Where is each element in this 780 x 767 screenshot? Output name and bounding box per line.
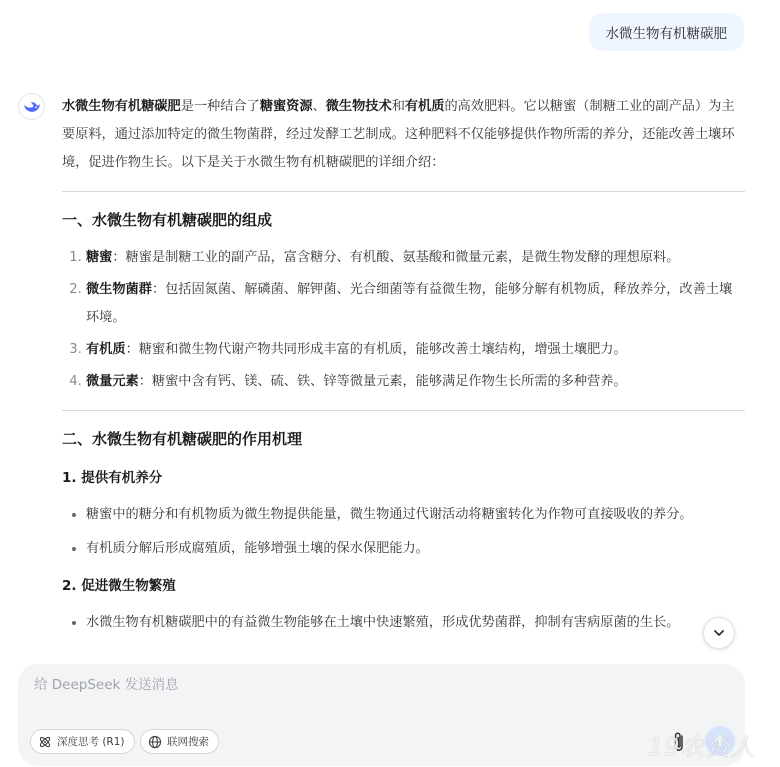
scroll-to-bottom-button[interactable] bbox=[703, 617, 735, 649]
intro-text: 是一种结合了 bbox=[180, 99, 260, 114]
deep-think-label: 深度思考 (R1) bbox=[57, 736, 125, 748]
intro-term-organic: 有机质 bbox=[404, 99, 445, 114]
list-item-text: ：糖蜜是制糖工业的副产品，富含糖分、有机酸、氨基酸和微量元素，是微生物发酵的理想原料。 bbox=[112, 250, 680, 265]
assistant-avatar bbox=[18, 93, 45, 120]
chevron-down-icon bbox=[712, 626, 726, 640]
divider bbox=[62, 191, 745, 192]
intro-term-fertilizer: 水微生物有机糖碳肥 bbox=[62, 99, 181, 114]
list-item: 水微生物有机糖碳肥中的有益微生物能够在土壤中快速繁殖，形成优势菌群，抑制有害病原菌的生长。 bbox=[86, 609, 745, 637]
list-item-term: 微量元素 bbox=[86, 374, 139, 389]
subheading-nutrients: 1. 提供有机养分 bbox=[62, 470, 163, 486]
intro-text: 的高效肥料。它以糖蜜（制糖工业的副产品）为主要原料，通过添加特定的微生物菌群，经过发酵工艺制成。这种肥料不仅能够提供作物所需的养分，还能改善土壤环境，促进作物生长。以下是关于水微生物有机糖碳肥的详细介绍： bbox=[62, 99, 735, 170]
message-composer bbox=[18, 664, 745, 766]
list-item-term: 微生物菌群 bbox=[86, 282, 152, 297]
section-heading-mechanism: 二、水微生物有机糖碳肥的作用机理 bbox=[62, 430, 303, 448]
list-item-term: 有机质 bbox=[86, 342, 126, 357]
list-item-text: ：糖蜜和微生物代谢产物共同形成丰富的有机质，能够改善土壤结构，增强土壤肥力。 bbox=[125, 342, 627, 357]
answer-intro bbox=[62, 93, 745, 177]
subheading-microbes: 2. 促进微生物繁殖 bbox=[62, 578, 176, 594]
composition-list bbox=[62, 244, 745, 396]
list-item bbox=[86, 336, 745, 364]
divider bbox=[62, 410, 745, 411]
atom-icon bbox=[38, 735, 52, 749]
nutrients-bullets bbox=[62, 501, 745, 563]
intro-text: 、 bbox=[312, 99, 326, 114]
list-item bbox=[86, 244, 745, 272]
deepseek-whale-icon bbox=[23, 100, 41, 114]
list-item: 糖蜜中的糖分和有机物质为微生物提供能量，微生物通过代谢活动将糖蜜转化为作物可直接吸收的养分。 bbox=[86, 501, 745, 529]
list-item bbox=[86, 276, 745, 332]
list-item-term: 糖蜜 bbox=[86, 250, 113, 265]
list-item-text: ：糖蜜中含有钙、镁、硫、铁、锌等微量元素，能够满足作物生长所需的多种营养。 bbox=[138, 374, 627, 389]
web-search-label: 联网搜索 bbox=[167, 736, 209, 748]
intro-text: 和 bbox=[391, 99, 405, 114]
list-item bbox=[86, 368, 745, 396]
intro-term-molasses: 糖蜜资源 bbox=[259, 99, 313, 114]
deep-think-toggle[interactable] bbox=[30, 729, 135, 754]
intro-term-microbe-tech: 微生物技术 bbox=[325, 99, 392, 114]
microbes-bullets bbox=[62, 609, 745, 637]
list-item-text: ：包括固氮菌、解磷菌、解钾菌、光合细菌等有益微生物，能够分解有机物质，释放养分，改善土壤环境。 bbox=[86, 282, 733, 325]
globe-icon bbox=[148, 735, 162, 749]
section-heading-composition: 一、水微生物有机糖碳肥的组成 bbox=[62, 211, 273, 229]
watermark: 19农资人 bbox=[648, 733, 756, 761]
list-item: 有机质分解后形成腐殖质，能够增强土壤的保水保肥能力。 bbox=[86, 535, 745, 563]
message-input[interactable] bbox=[32, 676, 636, 694]
user-message-text: 水微生物有机糖碳肥 bbox=[605, 26, 727, 42]
assistant-answer bbox=[62, 93, 745, 643]
user-message-bubble bbox=[589, 13, 745, 51]
web-search-toggle[interactable] bbox=[140, 729, 219, 754]
